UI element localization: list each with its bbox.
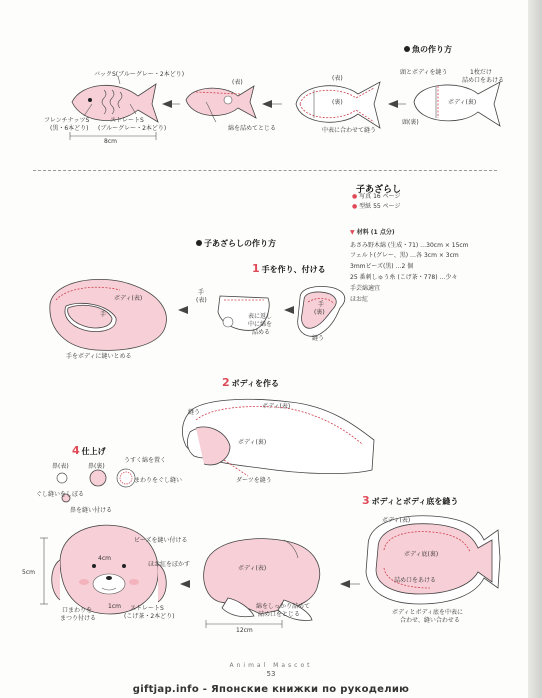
opening-label-3: 詰め口をあける — [394, 577, 437, 584]
body-back-label-2: ボディ(裏) — [238, 439, 267, 446]
fish-section-title: 魚の作り方 — [404, 44, 452, 55]
pattern-ref: ● 型紙 55 ページ — [352, 203, 401, 210]
hand-back-1: 手 — [318, 301, 325, 308]
series-label: Animal Mascot — [229, 662, 313, 669]
mouth-label-1: 口まわりを — [62, 607, 93, 614]
fish-width-label: 8cm — [104, 138, 117, 145]
hand-label: 手 — [100, 311, 107, 318]
hand-attach-label: 手をボディに縫いとめる — [66, 353, 132, 360]
arrow-left-icon — [180, 580, 190, 588]
step1-heading: 1 手を作り、付ける — [252, 262, 326, 275]
straight-stitch-label: ストレートS — [110, 117, 144, 124]
arrow-left-icon — [388, 100, 398, 108]
straight-stitch-sub: (ブルーグレー・2本どり) — [98, 125, 167, 132]
arrow-left-icon — [262, 100, 272, 108]
sew-except-2: 合わせ、縫い合わせる — [400, 617, 460, 624]
bead-attach-label: ビーズを縫い付ける — [134, 537, 188, 544]
turn-stuff-3: 詰める — [252, 329, 271, 336]
site-watermark: giftjap.info - Японские книжки по рукоделию — [132, 684, 410, 695]
straight-stitch-2-label: ストレートS — [130, 605, 164, 612]
seal-name: 子あざらし — [356, 185, 402, 195]
opening-label-2: 詰め口をあける — [462, 77, 505, 84]
gather-label: ぐし縫いをしぼる — [36, 491, 85, 498]
hand-front-label: 手 — [198, 289, 205, 296]
stuff-firm-1: 綿をしっかり詰めて — [256, 603, 311, 610]
step2-heading: 2 ボディを作る — [222, 376, 280, 389]
stuff-close-label: 綿を詰めてとじる — [228, 125, 277, 132]
sew-a-label: 縫う — [188, 409, 201, 416]
body-front-label-3: ボディ(表) — [382, 517, 411, 524]
materials-title: ▼ 材料 (1 点分) — [350, 229, 395, 236]
sew-label: 縫う — [312, 335, 325, 342]
sew-except-1: ボディとボディ底を中表に — [392, 609, 464, 616]
hand-back-2: (裏) — [314, 309, 325, 316]
arrow-left-icon — [284, 306, 294, 314]
fish-head-back-label: 頭(裏) — [402, 119, 419, 126]
head-body-sew-label: 頭とボディを縫う — [400, 69, 448, 76]
body-front-label-2: ボディ(表) — [262, 403, 291, 410]
material-item: フェルト(グレー、黒) …各 3cm × 3cm — [350, 252, 459, 259]
step2-body-illustration — [182, 399, 374, 476]
section-divider — [33, 170, 497, 171]
sew-together-label: 中表に合わせて縫う — [322, 127, 377, 134]
back-stitch-label: バックS(ブルーグレー・2本どり) — [94, 71, 185, 78]
running-stitch-label: まわりをぐし縫い — [134, 477, 183, 484]
material-item: 3mmビーズ(黒) …2 個 — [350, 263, 414, 270]
fish-body-back-label: ボディ(裏) — [448, 99, 477, 106]
fish-front-label-2: (表) — [232, 79, 243, 86]
step1-hand-attach-illustration — [50, 279, 167, 350]
fish-back-label-3: (裏) — [332, 99, 343, 106]
eye-gap-label: 4cm — [98, 555, 111, 562]
material-item: 25 番刺しゅう糸 (こげ茶・778) …少々 — [350, 274, 458, 281]
mouth-gap-label: 1cm — [108, 603, 121, 610]
seal-section-title: 子あざらしの作り方 — [196, 238, 276, 249]
body-front-label-4: ボディ(表) — [238, 565, 267, 572]
hand-front-label-2: (表) — [196, 297, 207, 304]
bottom-back-label: ボディ底(裏) — [404, 551, 439, 558]
nose-front-label: 鼻(表) — [52, 463, 69, 470]
stuff-firm-2: 詰め口をとじる — [258, 611, 301, 618]
cheek-label: ほお紅をぼかす — [148, 561, 191, 568]
nose-back-label: 鼻(裏) — [88, 463, 105, 470]
material-item: 手芸綿適宜 — [350, 285, 381, 292]
page-number: 53 — [266, 670, 276, 678]
step4-heading: 4 仕上げ — [72, 444, 106, 457]
sew-dart-label: ダーツを縫う — [236, 477, 272, 484]
arrow-left-icon — [340, 580, 350, 588]
fish-stuffing-illustration — [186, 86, 256, 122]
straight-stitch-2-sub: (こげ茶・2本どり) — [124, 613, 175, 620]
length-label: 12cm — [236, 627, 253, 634]
step3-heading: 3 ボディとボディ底を縫う — [362, 494, 459, 507]
french-knot-label: フレンチナッツS — [44, 117, 90, 124]
body-front-label: ボディ(表) — [114, 295, 143, 302]
french-knot-sub: (黒・6本どり) — [50, 125, 89, 132]
opening-label-1: 1枚だけ — [470, 69, 492, 76]
fish-front-label-3: (表) — [332, 75, 343, 82]
cotton-place-label: うすく綿を置く — [124, 457, 167, 464]
arrow-left-icon — [178, 306, 188, 314]
material-item: ほお紅 — [350, 296, 369, 303]
turn-stuff-2: 中に綿を — [248, 321, 273, 328]
face-height-label: 5cm — [22, 569, 35, 576]
photo-ref: ● 写真 16 ページ — [352, 193, 401, 200]
turn-stuff-1: 表に返し — [248, 313, 273, 320]
step3-body-bottom-illustration — [366, 516, 500, 604]
mouth-label-2: まつり付ける — [60, 615, 97, 622]
nose-attach-label: 鼻を縫い付ける — [70, 507, 113, 514]
material-item: あさみ野木綿 (生成・71) …30cm × 15cm — [350, 242, 469, 249]
arrow-left-icon — [162, 100, 172, 108]
